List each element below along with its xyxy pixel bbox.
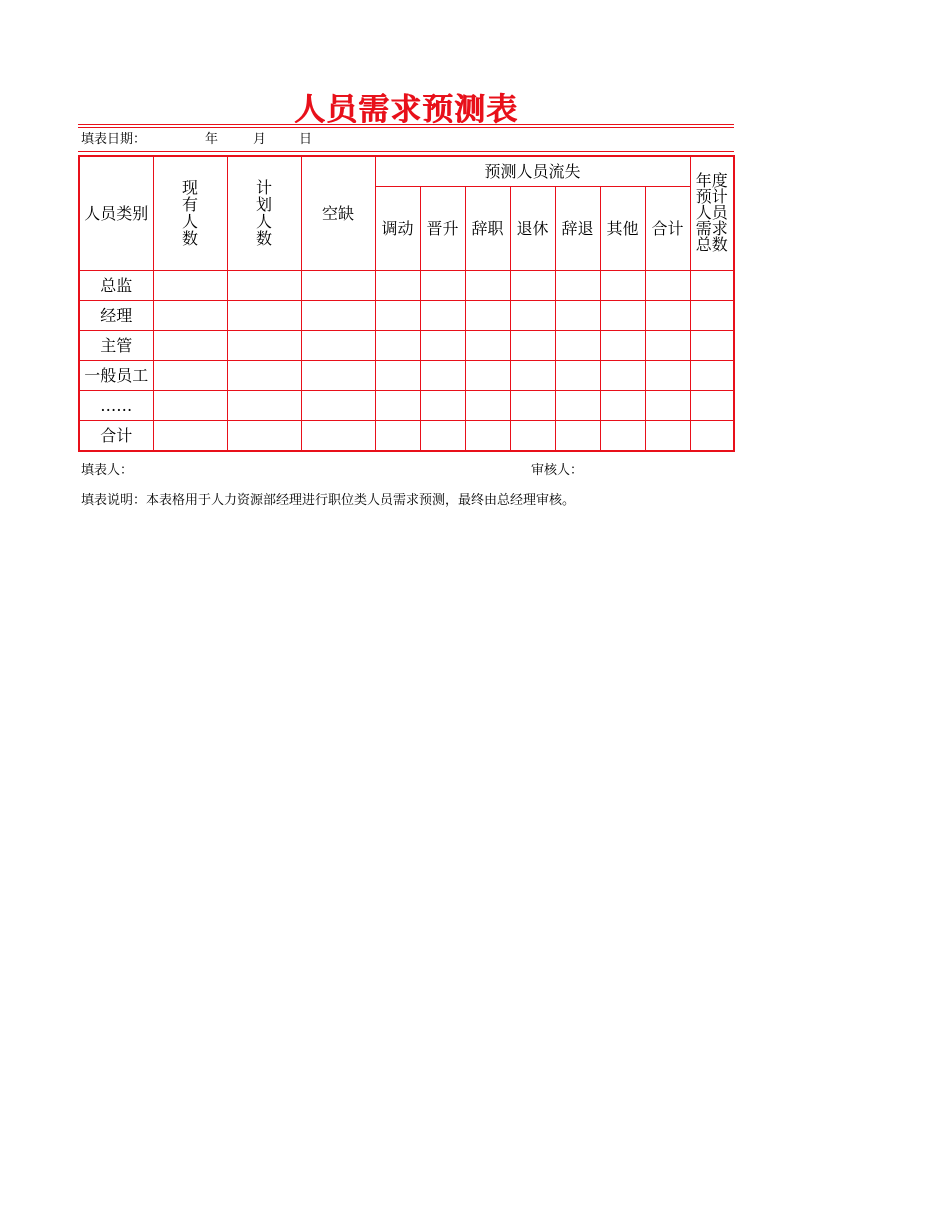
header-loss-transfer: 调动 [375, 187, 420, 271]
table-row [79, 301, 734, 331]
table-cell[interactable] [153, 421, 227, 452]
table-cell[interactable] [465, 331, 510, 361]
table-cell[interactable] [375, 391, 420, 421]
table-cell[interactable] [555, 331, 600, 361]
table-cell[interactable] [301, 271, 375, 301]
table-cell[interactable] [301, 391, 375, 421]
table-cell[interactable] [645, 361, 690, 391]
table-row [79, 361, 734, 391]
table-cell[interactable] [645, 391, 690, 421]
date-year-label: 年 [205, 132, 219, 147]
table-cell[interactable] [301, 361, 375, 391]
header-loss-promotion: 晋升 [420, 187, 465, 271]
table-cell[interactable] [690, 271, 734, 301]
date-month-label: 月 [253, 132, 267, 147]
table-cell[interactable] [510, 301, 555, 331]
table-cell[interactable] [153, 391, 227, 421]
date-label: 填表日期： [81, 132, 147, 147]
table-cell[interactable] [510, 271, 555, 301]
table-cell[interactable] [645, 331, 690, 361]
table-cell[interactable] [645, 421, 690, 452]
header-loss-dismissal: 辞退 [555, 187, 600, 271]
table-cell[interactable] [600, 391, 645, 421]
header-total-demand: 年度预计人员需求总数 [690, 156, 734, 271]
title-rule-top [78, 124, 734, 125]
table-cell[interactable] [645, 271, 690, 301]
table-cell[interactable] [465, 361, 510, 391]
table-cell[interactable] [301, 301, 375, 331]
table-cell[interactable] [420, 391, 465, 421]
table-row [79, 271, 734, 301]
table-cell[interactable] [227, 421, 301, 452]
table-cell[interactable] [600, 361, 645, 391]
header-planned: 计划人数 [227, 156, 301, 271]
header-loss-retirement: 退休 [510, 187, 555, 271]
row-label: …… [79, 391, 153, 421]
table-cell[interactable] [600, 301, 645, 331]
table-row [79, 391, 734, 421]
row-label: 主管 [79, 331, 153, 361]
table-cell[interactable] [301, 421, 375, 452]
table-cell[interactable] [600, 331, 645, 361]
page-title: 人员需求预测表 [294, 92, 518, 128]
table-row [79, 331, 734, 361]
table-cell[interactable] [375, 421, 420, 452]
header-loss-resignation: 辞职 [465, 187, 510, 271]
table-cell[interactable] [465, 301, 510, 331]
reviewer-label: 审核人： [531, 463, 584, 478]
table-cell[interactable] [227, 301, 301, 331]
table-cell[interactable] [510, 361, 555, 391]
header-loss-subtotal: 合计 [645, 187, 690, 271]
table-cell[interactable] [420, 331, 465, 361]
table-cell[interactable] [420, 361, 465, 391]
table-cell[interactable] [301, 331, 375, 361]
table-cell[interactable] [555, 391, 600, 421]
table-cell[interactable] [375, 361, 420, 391]
table-cell[interactable] [153, 301, 227, 331]
table-cell[interactable] [465, 421, 510, 452]
table-cell[interactable] [555, 271, 600, 301]
header-loss-other: 其他 [600, 187, 645, 271]
table-cell[interactable] [510, 421, 555, 452]
date-rule [78, 151, 734, 152]
table-cell[interactable] [153, 271, 227, 301]
table-cell[interactable] [690, 421, 734, 452]
forecast-table [78, 155, 735, 452]
table-row [79, 421, 734, 452]
table-cell[interactable] [645, 301, 690, 331]
table-cell[interactable] [690, 301, 734, 331]
table-cell[interactable] [555, 301, 600, 331]
table-cell[interactable] [420, 421, 465, 452]
table-cell[interactable] [555, 361, 600, 391]
table-cell[interactable] [690, 361, 734, 391]
table-cell[interactable] [375, 301, 420, 331]
table-cell[interactable] [510, 391, 555, 421]
header-category: 人员类别 [79, 156, 153, 271]
form-instructions: 填表说明：本表格用于人力资源部经理进行职位类人员需求预测，最终由总经理审核。 [81, 493, 576, 508]
header-vacancy: 空缺 [301, 156, 375, 271]
table-cell[interactable] [465, 271, 510, 301]
table-cell[interactable] [227, 271, 301, 301]
table-cell[interactable] [510, 331, 555, 361]
table-cell[interactable] [375, 331, 420, 361]
filler-label: 填表人： [81, 463, 134, 478]
row-label: 合计 [79, 421, 153, 452]
table-cell[interactable] [465, 391, 510, 421]
table-cell[interactable] [600, 421, 645, 452]
header-current: 现有人数 [153, 156, 227, 271]
table-cell[interactable] [153, 331, 227, 361]
row-label: 总监 [79, 271, 153, 301]
table-cell[interactable] [690, 331, 734, 361]
table-cell[interactable] [153, 361, 227, 391]
table-cell[interactable] [420, 271, 465, 301]
table-cell[interactable] [555, 421, 600, 452]
table-cell[interactable] [227, 331, 301, 361]
title-rule-bottom [78, 127, 734, 128]
date-day-label: 日 [299, 132, 313, 147]
row-label: 经理 [79, 301, 153, 331]
table-cell[interactable] [227, 361, 301, 391]
table-cell[interactable] [600, 271, 645, 301]
table-cell[interactable] [227, 391, 301, 421]
table-cell[interactable] [375, 271, 420, 301]
table-cell[interactable] [690, 391, 734, 421]
table-cell[interactable] [420, 301, 465, 331]
row-label: 一般员工 [79, 361, 153, 391]
header-loss-group: 预测人员流失 [375, 156, 690, 187]
